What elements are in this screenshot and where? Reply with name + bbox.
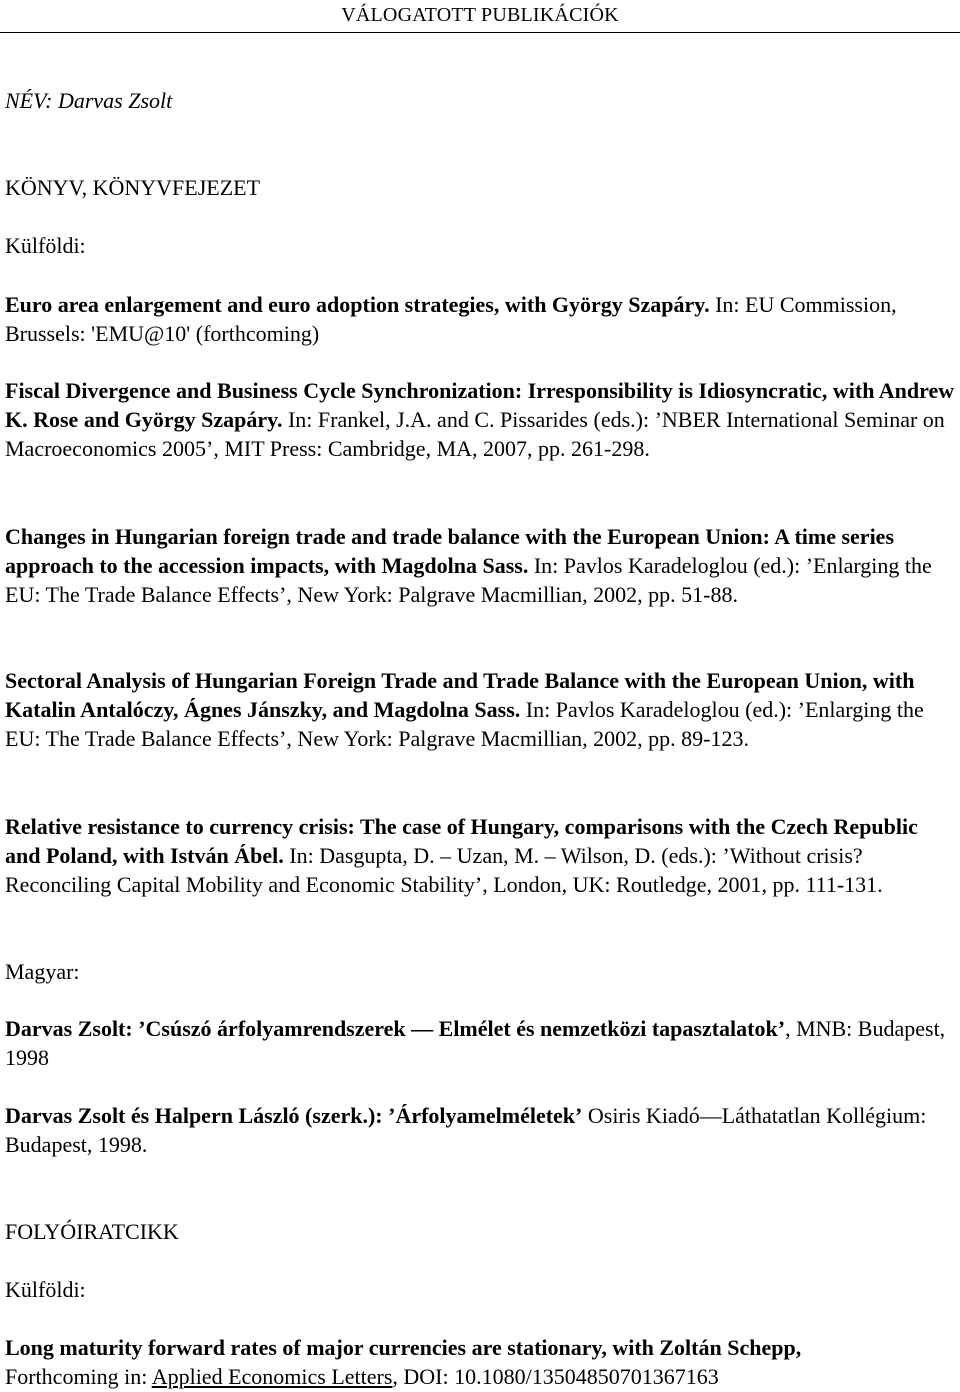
entry-title: Darvas Zsolt és Halpern László (szerk.): ’Árfolyamelméletek’ xyxy=(5,1103,583,1128)
entry-title: Fiscal Divergence and Business Cycle Synchronization: Irresponsibility is Idiosyncratic, with Andrew K. Rose and György Szapáry. xyxy=(5,378,955,432)
journal-link[interactable]: Applied Economics Letters xyxy=(151,1364,393,1389)
em-dash: — xyxy=(411,1016,434,1041)
page-header: VÁLOGATOTT PUBLIKÁCIÓK xyxy=(341,4,619,26)
book-entry-3 xyxy=(5,522,955,609)
header-divider xyxy=(0,32,960,33)
book-entry-1 xyxy=(5,290,955,348)
entry-citation: Láthatatlan Kollégium: Budapest, 1998. xyxy=(5,1103,927,1157)
entry-title-part: Elmélet és nemzetközi tapasztalatok’ xyxy=(433,1016,786,1041)
section-heading-book: KÖNYV, KÖNYVFEJEZET xyxy=(5,175,261,200)
entry-title: Long maturity forward rates of major currencies are stationary, with Zoltán Schepp, xyxy=(5,1335,802,1360)
domestic-entry-2 xyxy=(5,1101,955,1159)
entry-citation: In: Dasgupta, D. – Uzan, M. – Wilson, D. (eds.): ’Without crisis? Reconciling Capital Mobility and Economic Stability’, London, UK: Routledge, 2001, pp. 111-131. xyxy=(5,843,883,897)
journal-entry-1 xyxy=(5,1333,955,1391)
subheading-foreign-journals: Külföldi: xyxy=(5,1277,86,1302)
entry-citation: In: EU Commission, Brussels: 'EMU@10' (forthcoming) xyxy=(5,292,897,346)
book-entry-2 xyxy=(5,376,955,463)
domestic-entry-1 xyxy=(5,1014,955,1072)
subheading-foreign-books: Külföldi: xyxy=(5,233,86,258)
entry-citation: Osiris Kiadó xyxy=(582,1103,700,1128)
section-heading-journal: FOLYÓIRATCIKK xyxy=(5,1219,179,1244)
entry-citation: In: Frankel, J.A. and C. Pissarides (eds.): ’NBER International Seminar on Macroeconomics 2005’, MIT Press: Cambridge, MA, 2007, pp. 261-298. xyxy=(5,407,945,461)
entry-prefix: Forthcoming in: xyxy=(5,1364,152,1389)
em-dash: — xyxy=(699,1103,722,1128)
entry-title-part: Darvas Zsolt: ’Csúszó árfolyamrendszerek xyxy=(5,1016,412,1041)
entry-title: Changes in Hungarian foreign trade and trade balance with the European Union: A time series approach to the accession impacts, with Magdolna Sass. xyxy=(5,524,895,578)
entry-citation: , MNB: Budapest, 1998 xyxy=(5,1016,946,1070)
entry-citation: In: Pavlos Karadeloglou (ed.): ’Enlarging the EU: The Trade Balance Effects’, New York: Palgrave Macmillian, 2002, pp. 51-88. xyxy=(5,553,932,607)
book-entry-5 xyxy=(5,812,955,899)
subheading-domestic-books: Magyar: xyxy=(5,959,80,984)
entry-citation: In: Pavlos Karadeloglou (ed.): ’Enlarging the EU: The Trade Balance Effects’, New York: Palgrave Macmillian, 2002, pp. 89-123. xyxy=(5,697,924,751)
entry-title: Euro area enlargement and euro adoption strategies, with György Szapáry. xyxy=(5,292,710,317)
entry-title: Sectoral Analysis of Hungarian Foreign Trade and Trade Balance with the European Union, with Katalin Antalóczy, Ágnes Jánszky, and Magdolna Sass. xyxy=(5,668,915,722)
book-entry-4 xyxy=(5,666,955,753)
author-name: NÉV: Darvas Zsolt xyxy=(5,88,173,113)
entry-doi: , DOI: 10.1080/13504850701367163 xyxy=(392,1364,719,1389)
entry-title: Relative resistance to currency crisis: The case of Hungary, comparisons with the Czech Republic and Poland, with István Ábel. xyxy=(5,814,918,868)
